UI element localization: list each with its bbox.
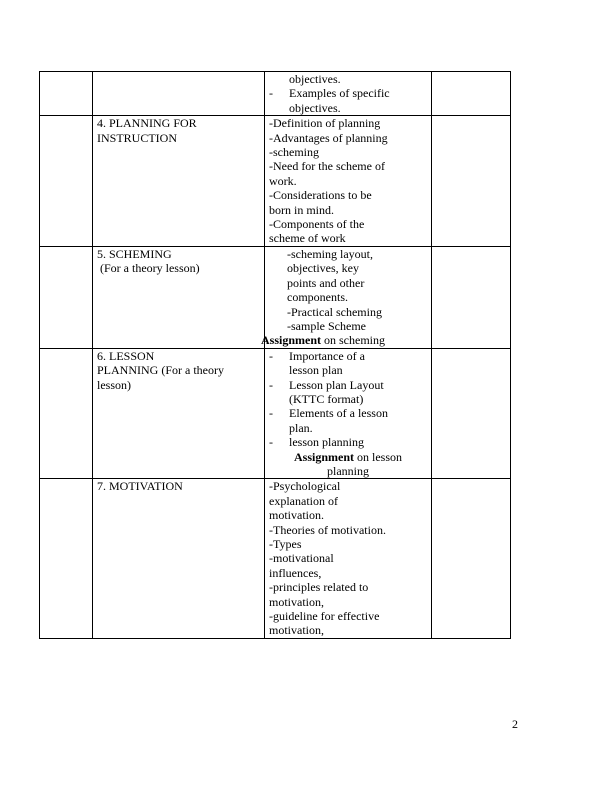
content-line: -scheming xyxy=(269,145,319,160)
content-line: objectives, key xyxy=(287,261,359,276)
topic-line: INSTRUCTION xyxy=(97,130,177,145)
topic-line: lesson) xyxy=(97,377,131,392)
table-row xyxy=(40,479,511,638)
content-line: objectives. xyxy=(289,100,341,115)
table-row xyxy=(40,116,511,247)
table-row xyxy=(40,348,511,479)
content-line: - lesson planning xyxy=(269,435,364,450)
topic-line: 5. SCHEMING xyxy=(97,246,172,261)
content-line: points and other xyxy=(287,275,365,290)
content-line: -motivational xyxy=(269,551,334,566)
content-line: -Advantages of planning xyxy=(269,130,388,145)
content-line: motivation, xyxy=(269,623,324,638)
assignment-line: planning xyxy=(327,463,369,478)
table-row xyxy=(40,246,511,348)
content-line: - Importance of a xyxy=(269,348,365,363)
content-line: -principles related to xyxy=(269,580,369,595)
content-line: -guideline for effective xyxy=(269,609,380,624)
content-line: -Types xyxy=(269,537,302,551)
content-line: -scheming layout, xyxy=(287,246,373,261)
content-line: scheme of work xyxy=(269,231,346,246)
topic-cell xyxy=(93,348,265,479)
page-number: 2 xyxy=(512,717,518,731)
topic-line: 4. PLANNING FOR xyxy=(97,116,197,131)
remarks-cell xyxy=(432,72,511,116)
content-line: -Psychological xyxy=(269,479,341,494)
remarks-cell xyxy=(432,479,511,638)
topic-line: PLANNING (For a theory xyxy=(97,363,224,378)
content-line: - Lesson plan Layout xyxy=(269,377,384,392)
number-cell xyxy=(40,246,93,348)
topic-cell xyxy=(93,479,265,638)
content-cell xyxy=(265,116,432,247)
content-line: work. xyxy=(269,173,297,188)
content-cell xyxy=(265,72,432,116)
table-row xyxy=(40,72,511,116)
number-cell xyxy=(40,72,93,116)
assignment-line: Assignment on scheming xyxy=(261,333,386,348)
content-line: -Definition of planning xyxy=(269,116,381,131)
content-line: -Practical scheming xyxy=(287,304,382,319)
content-line: born in mind. xyxy=(269,202,334,217)
number-cell xyxy=(40,116,93,247)
content-line: -Theories of motivation. xyxy=(269,522,386,537)
topic-cell xyxy=(93,246,265,348)
content-cell xyxy=(265,479,432,638)
topic-cell xyxy=(93,72,265,116)
remarks-cell xyxy=(432,246,511,348)
topic-line: 7. MOTIVATION xyxy=(97,479,183,494)
number-cell xyxy=(40,348,93,479)
content-cell xyxy=(265,348,432,479)
content-line: - Elements of a lesson xyxy=(269,406,388,421)
content-line: components. xyxy=(287,290,348,305)
topic-line: 6. LESSON xyxy=(97,348,155,363)
content-line: -sample Scheme xyxy=(287,318,366,333)
content-line: -Components of the xyxy=(269,217,365,232)
topic-cell xyxy=(93,116,265,247)
content-line: (KTTC format) xyxy=(289,391,364,406)
syllabus-table xyxy=(39,71,511,639)
content-line: influences, xyxy=(269,565,322,580)
content-line: - Examples of specific xyxy=(269,86,390,101)
topic-line: (For a theory lesson) xyxy=(97,261,200,276)
number-cell xyxy=(40,479,93,638)
content-line: motivation, xyxy=(269,594,324,609)
content-line: motivation. xyxy=(269,508,324,523)
content-line: lesson plan xyxy=(289,363,343,378)
content-line: -Considerations to be xyxy=(269,188,372,203)
content-line: -Need for the scheme of xyxy=(269,159,385,174)
remarks-cell xyxy=(432,348,511,479)
assignment-line: Assignment on lesson xyxy=(293,449,402,464)
remarks-cell xyxy=(432,116,511,247)
content-line: explanation of xyxy=(269,493,338,508)
content-cell xyxy=(261,246,432,348)
content-line: objectives. xyxy=(289,72,341,86)
content-line: plan. xyxy=(289,420,313,435)
